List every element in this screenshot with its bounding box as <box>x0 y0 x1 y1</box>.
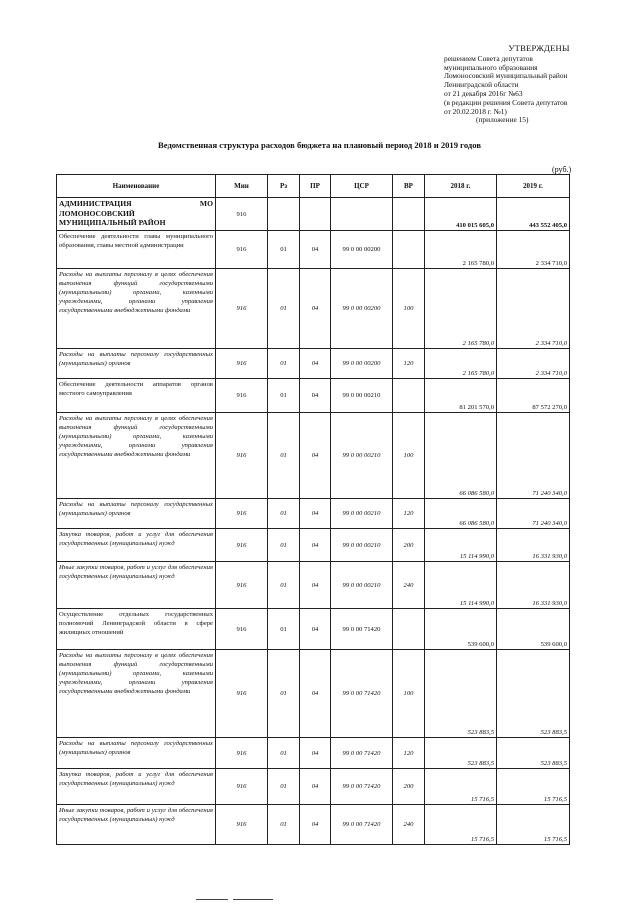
row-min: 916 <box>216 609 268 650</box>
row-2018: 539 600,0 <box>425 609 497 650</box>
row-min: 916 <box>216 562 268 609</box>
table-row <box>57 769 570 805</box>
table-row <box>57 529 570 562</box>
table-row <box>57 349 570 379</box>
row-name: Иные закупки товаров, работ и услуг для обеспечения государственных (муниципальных) нужд <box>57 562 216 609</box>
row-pr: 04 <box>300 269 331 349</box>
row-2018: 66 086 580,0 <box>425 499 497 529</box>
row-min: 916 <box>216 379 268 413</box>
row-rz: 01 <box>268 609 300 650</box>
row-pr: 04 <box>300 529 331 562</box>
row-name: Расходы на выплаты персоналу в целях обеспечения выполнения функций государственными (муниципальными) органами, казенными учреждениями, органами управления государственными внебюджетными фондами <box>57 269 216 349</box>
row-name: Закупка товаров, работ и услуг для обеспечения государственных (муниципальных) нужд <box>57 529 216 562</box>
row-min: 916 <box>216 413 268 499</box>
table-header-row <box>57 175 570 198</box>
approval-line: от 20.02.2018 г. №1) <box>444 106 507 116</box>
row-2019: 16 331 930,0 <box>497 562 570 609</box>
row-vr: 200 <box>393 529 425 562</box>
row-name: Расходы на выплаты персоналу государственных (муниципальных) органов <box>57 738 216 769</box>
currency-unit: (руб.) <box>552 165 572 174</box>
row-vr <box>393 231 425 269</box>
row-pr: 04 <box>300 738 331 769</box>
row-rz: 01 <box>268 562 300 609</box>
row-rz: 01 <box>268 379 300 413</box>
row-vr: 240 <box>393 562 425 609</box>
row-csr <box>331 198 393 231</box>
table-row <box>57 805 570 845</box>
row-name: Расходы на выплаты персоналу государственных (муниципальных) органов <box>57 349 216 379</box>
row-name: Расходы на выплаты персоналу в целях обеспечения выполнения функций государственными (муниципальными) органами, казенными учреждениями, органами управления государственными внебюджетными фондами <box>57 413 216 499</box>
row-2019: 15 716,5 <box>497 805 570 845</box>
row-rz: 01 <box>268 805 300 845</box>
row-2018: 15 114 990,0 <box>425 529 497 562</box>
row-csr: 99 0 00 71420 <box>331 650 393 738</box>
row-2019: 523 883,5 <box>497 738 570 769</box>
row-vr: 100 <box>393 413 425 499</box>
approval-line: от 21 декабря 2016г №63 <box>444 88 523 98</box>
row-min: 916 <box>216 349 268 379</box>
approval-line: (в редакции решения Совета депутатов <box>444 97 568 107</box>
document-title: Ведомственная структура расходов бюджета на плановый период 2018 и 2019 годов <box>158 140 481 150</box>
row-rz: 01 <box>268 269 300 349</box>
row-csr: 99 0 00 00200 <box>331 269 393 349</box>
row-2019: 2 334 710,0 <box>497 231 570 269</box>
approval-line: Ленинградской области <box>444 80 519 90</box>
row-2018: 81 201 570,0 <box>425 379 497 413</box>
row-2018: 15 114 990,0 <box>425 562 497 609</box>
table-row <box>57 738 570 769</box>
row-2019: 16 331 930,0 <box>497 529 570 562</box>
table-row <box>57 562 570 609</box>
row-min: 916 <box>216 269 268 349</box>
row-2019: 87 572 270,0 <box>497 379 570 413</box>
table-row <box>57 379 570 413</box>
row-vr: 120 <box>393 349 425 379</box>
row-min: 916 <box>216 529 268 562</box>
row-rz: 01 <box>268 349 300 379</box>
row-min: 916 <box>216 198 268 231</box>
row-pr: 04 <box>300 805 331 845</box>
row-name: АДМИНИСТРАЦИЯ МО ЛОМОНОСОВСКИЙ МУНИЦИПАЛЬНЫЙ РАЙОН <box>57 198 216 231</box>
row-2018: 15 716,5 <box>425 769 497 805</box>
header-2018: 2018 г. <box>425 175 497 198</box>
row-2018: 2 165 780,0 <box>425 269 497 349</box>
row-csr: 99 0 00 71420 <box>331 609 393 650</box>
row-min: 916 <box>216 769 268 805</box>
row-pr: 04 <box>300 769 331 805</box>
row-csr: 99 0 00 00200 <box>331 349 393 379</box>
row-csr: 99 0 00 00210 <box>331 379 393 413</box>
row-2019: 523 883,5 <box>497 650 570 738</box>
row-vr <box>393 198 425 231</box>
row-min: 916 <box>216 805 268 845</box>
row-csr: 99 0 00 00210 <box>331 499 393 529</box>
header-csr: ЦСР <box>331 175 393 198</box>
attachment-note: (приложение 15) <box>476 115 529 125</box>
table-row <box>57 499 570 529</box>
row-pr: 04 <box>300 650 331 738</box>
row-2018: 523 883,5 <box>425 650 497 738</box>
row-csr: 99 0 00 00210 <box>331 562 393 609</box>
row-2018: 15 716,5 <box>425 805 497 845</box>
row-min: 916 <box>216 231 268 269</box>
row-rz: 01 <box>268 529 300 562</box>
row-min: 916 <box>216 650 268 738</box>
row-2019: 71 240 340,0 <box>497 499 570 529</box>
row-name: Осуществление отдельных государственных полномочий Ленинградской области в сфере жилищных отношений <box>57 609 216 650</box>
footer-divider <box>196 899 228 900</box>
row-rz: 01 <box>268 413 300 499</box>
row-pr <box>300 198 331 231</box>
row-vr: 120 <box>393 499 425 529</box>
header-2019: 2019 г. <box>497 175 570 198</box>
table-row <box>57 269 570 349</box>
header-vr: ВР <box>393 175 425 198</box>
row-min: 916 <box>216 738 268 769</box>
approval-line: муниципального образования <box>444 62 538 72</box>
row-csr: 99 0 00 00200 <box>331 231 393 269</box>
row-pr: 04 <box>300 349 331 379</box>
row-csr: 99 0 00 71420 <box>331 738 393 769</box>
row-name: Расходы на выплаты персоналу государственных (муниципальных) органов <box>57 499 216 529</box>
row-vr <box>393 379 425 413</box>
row-2019: 443 552 405,0 <box>497 198 570 231</box>
row-pr: 04 <box>300 379 331 413</box>
row-name: Расходы на выплаты персоналу в целях обеспечения выполнения функций государственными (муниципальными) органами, казенными учреждениями, органами управления государственными внебюджетными фондами <box>57 650 216 738</box>
row-2018: 66 086 580,0 <box>425 413 497 499</box>
row-2018: 410 015 605,0 <box>425 198 497 231</box>
approval-line: решением Совета депутатов <box>444 53 533 63</box>
row-pr: 04 <box>300 231 331 269</box>
row-vr: 240 <box>393 805 425 845</box>
row-csr: 99 0 00 71420 <box>331 769 393 805</box>
approval-heading: УТВЕРЖДЕНЫ <box>508 43 570 53</box>
table-row <box>57 650 570 738</box>
table-row <box>57 198 570 231</box>
row-2019: 2 334 710,0 <box>497 269 570 349</box>
table-row <box>57 413 570 499</box>
row-2019: 71 240 340,0 <box>497 413 570 499</box>
row-vr: 200 <box>393 769 425 805</box>
row-2019: 2 334 710,0 <box>497 349 570 379</box>
row-vr: 100 <box>393 269 425 349</box>
footer-divider <box>233 899 273 900</box>
table-row <box>57 609 570 650</box>
row-vr: 120 <box>393 738 425 769</box>
row-2018: 2 165 780,0 <box>425 231 497 269</box>
row-2019: 15 716,5 <box>497 769 570 805</box>
row-rz <box>268 198 300 231</box>
row-rz: 01 <box>268 650 300 738</box>
row-pr: 04 <box>300 413 331 499</box>
header-rz: Рз <box>268 175 300 198</box>
header-name: Наименование <box>57 175 216 198</box>
row-name: Обеспечение деятельности аппаратов органов местного самоуправления <box>57 379 216 413</box>
approval-line: Ломоносовский муниципальный район <box>444 71 568 81</box>
row-2019: 539 600,0 <box>497 609 570 650</box>
row-rz: 01 <box>268 738 300 769</box>
row-rz: 01 <box>268 499 300 529</box>
row-csr: 99 0 00 00210 <box>331 413 393 499</box>
header-pr: ПР <box>300 175 331 198</box>
row-pr: 04 <box>300 562 331 609</box>
row-name: Иные закупки товаров, работ и услуг для обеспечения государственных (муниципальных) нужд <box>57 805 216 845</box>
row-vr <box>393 609 425 650</box>
row-csr: 99 0 00 00210 <box>331 529 393 562</box>
table-row <box>57 231 570 269</box>
row-rz: 01 <box>268 231 300 269</box>
row-vr: 100 <box>393 650 425 738</box>
row-name: Обеспечение деятельности главы муниципального образования, главы местной администрации <box>57 231 216 269</box>
row-pr: 04 <box>300 609 331 650</box>
row-min: 916 <box>216 499 268 529</box>
row-name: Закупка товаров, работ и услуг для обеспечения государственных (муниципальных) нужд <box>57 769 216 805</box>
header-min: Мин <box>216 175 268 198</box>
row-pr: 04 <box>300 499 331 529</box>
row-2018: 2 165 780,0 <box>425 349 497 379</box>
row-csr: 99 0 00 71420 <box>331 805 393 845</box>
row-2018: 523 883,5 <box>425 738 497 769</box>
row-rz: 01 <box>268 769 300 805</box>
approval-block <box>444 44 634 125</box>
budget-table <box>56 174 570 845</box>
